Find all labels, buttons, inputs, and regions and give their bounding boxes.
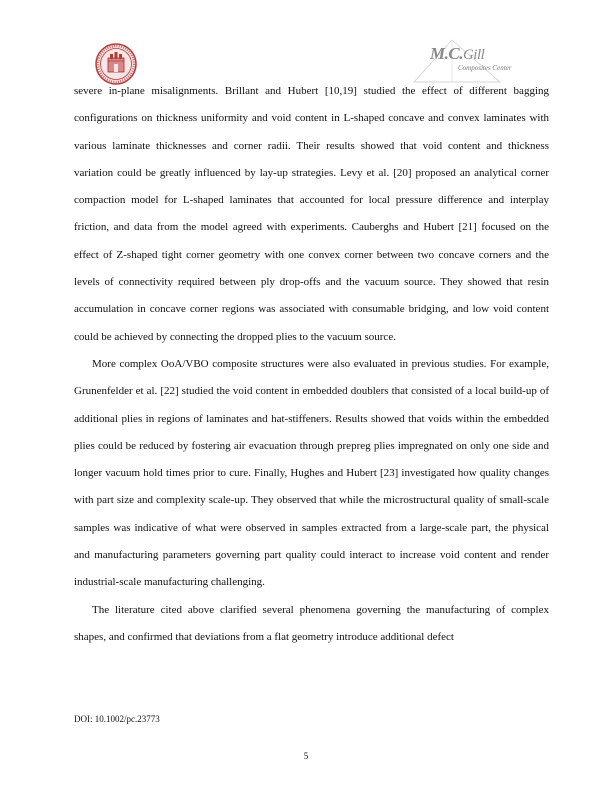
paragraph-3: The literature cited above clarified several phenomena governing the manufacturing of complex shapes, and confirmed that deviations from a flat geometry introduce additional defect — [74, 603, 549, 643]
doi-footer: DOI: 10.1002/pc.23773 — [74, 714, 160, 724]
paragraph-2: More complex OoA/VBO composite structures were also evaluated in previous studies. For example, Grunenfelder et al. [22] studied the void content in embedded doublers that consisted of a local build-up of additional plies in regions of laminates and hat-stiffeners. Results showed that voids within the embedded plies could be reduced by fostering air evacuation through prepreg plies impregnated on only one side and longer vacuum hold times prior to cure. Finally, Hughes and Hubert [23] investigated how quality changes with part size and complexity scale-up. They observed that while the microstructural quality of small-scale samples was indicative of what were observed in samples extracted from a large-scale part, the physical and manufacturing parameters governing part quality could interact to increase void content and render industrial-scale manufacturing challenging. — [74, 357, 549, 589]
logo-mc-text: M.C.Gill — [430, 44, 485, 63]
logo-gill-text: Gill — [462, 47, 485, 63]
logo-subtitle: Composites Center — [458, 64, 512, 72]
paragraph-1: severe in-plane misalignments. Brillant and Hubert [10,19] studied the effect of different bagging configurations on thickness uniformity and void content in L-shaped concave and convex laminates with various laminate thicknesses and corner radii. Their results showed that void content and thickness variation could be greatly influenced by lay-up strategies. Levy et al. [20] proposed an analytical corner compaction model for L-shaped laminates that accounted for local pressure difference and interplay friction, and data from the model agreed with experiments. Cauberghs and Hubert [21] focused on the effect of Z-shaped tight corner geometry with one convex corner between two concave corners and the levels of connectivity required between ply drop-offs and the vacuum source. They showed that resin accumulation in concave corner regions was associated with consumable bridging, and low void content could be achieved by connecting the dropped plies to the vacuum source. — [74, 85, 549, 343]
body-text — [74, 78, 549, 651]
page-number: 5 — [303, 751, 309, 761]
